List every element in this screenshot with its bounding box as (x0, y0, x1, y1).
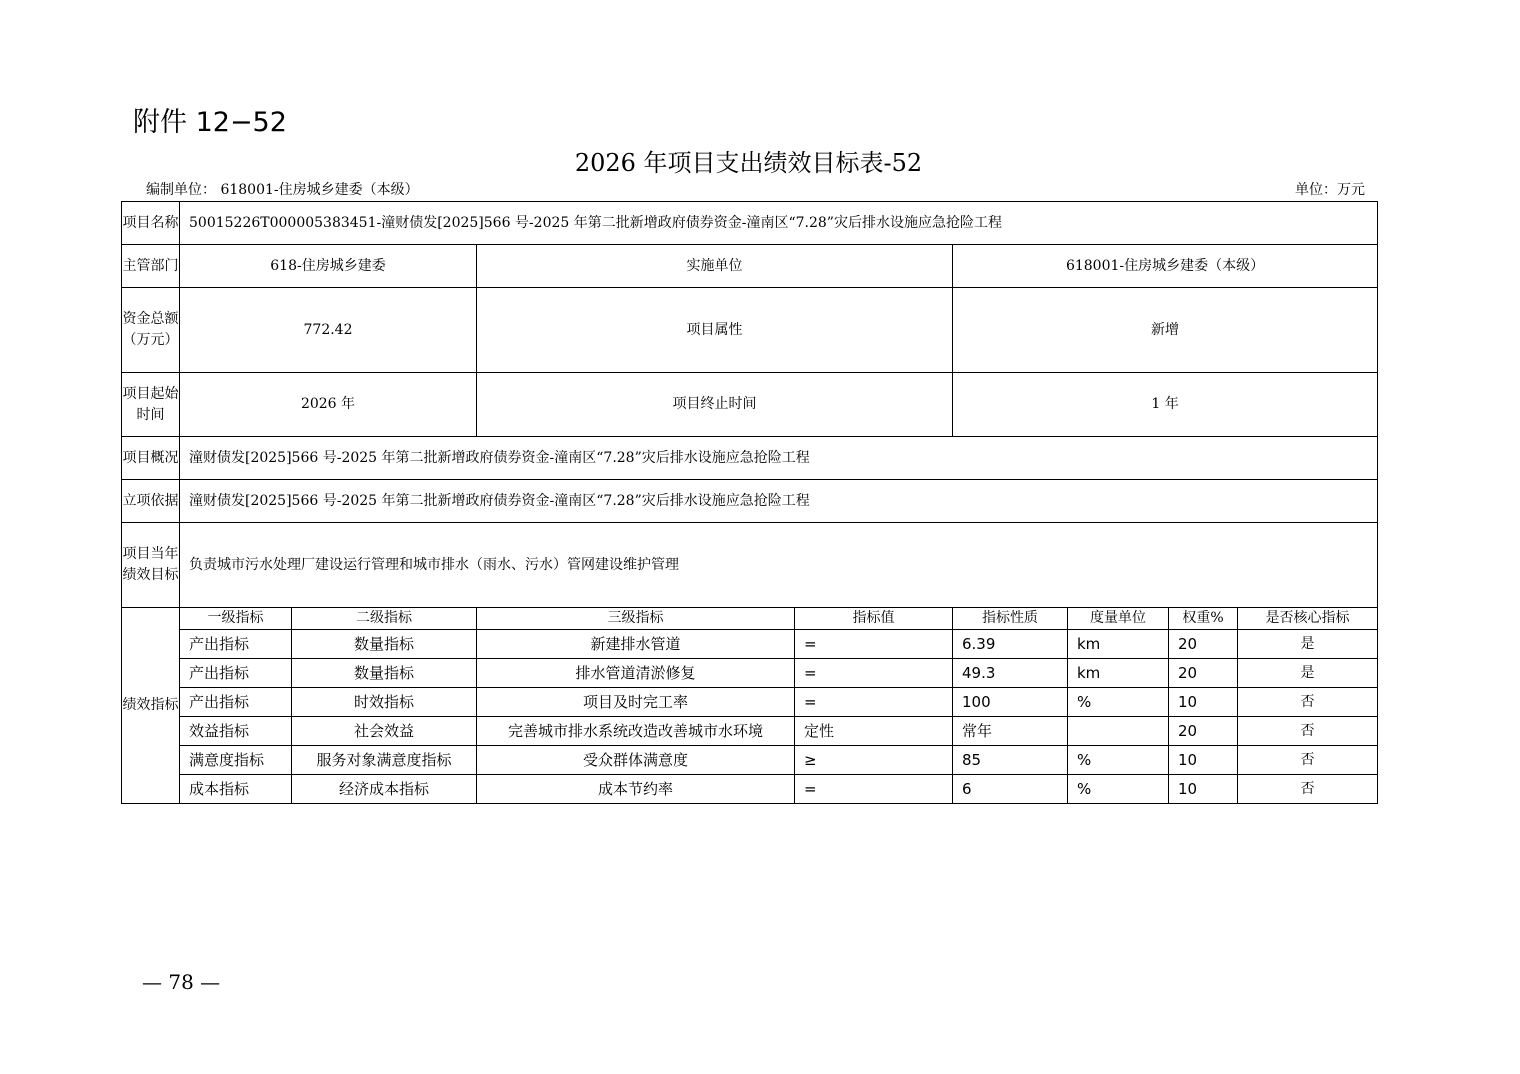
level1-cell: 产出指标 (180, 659, 292, 688)
row-overview (122, 437, 1378, 480)
start-value: 2026 年 (180, 373, 477, 437)
unit-cell (1068, 717, 1169, 746)
indicator-row (122, 688, 1378, 717)
project-name-value: 50015226T000005383451-潼财债发[2025]566 号-2025 年第二批新增政府债券资金-潼南区“7.28”灾后排水设施应急抢险工程 (180, 202, 1378, 245)
level1-cell: 产出指标 (180, 630, 292, 659)
amount-value: 772.42 (180, 288, 477, 373)
impl-label: 实施单位 (477, 245, 953, 288)
core-cell: 否 (1238, 688, 1378, 717)
start-label: 项目起始时间 (122, 373, 180, 437)
goal-label: 项目当年绩效目标 (122, 523, 180, 608)
indicator-header-row (122, 608, 1378, 630)
header-value: 指标值 (795, 608, 953, 630)
impl-value: 618001-住房城乡建委（本级） (953, 245, 1378, 288)
indicator-row (122, 746, 1378, 775)
indicator-row (122, 717, 1378, 746)
unit-cell: km (1068, 630, 1169, 659)
weight-cell: 10 (1169, 688, 1238, 717)
header-weight: 权重% (1169, 608, 1238, 630)
nature-cell: 49.3 (953, 659, 1068, 688)
perf-label: 绩效指标 (122, 608, 180, 804)
overview-value: 潼财债发[2025]566 号-2025 年第二批新增政府债券资金-潼南区“7.28”灾后排水设施应急抢险工程 (180, 437, 1378, 480)
value-cell: = (795, 659, 953, 688)
indicator-row (122, 659, 1378, 688)
value-cell: = (795, 775, 953, 804)
level1-cell: 效益指标 (180, 717, 292, 746)
value-cell: = (795, 688, 953, 717)
weight-cell: 20 (1169, 717, 1238, 746)
level2-cell: 数量指标 (292, 630, 477, 659)
header-nature: 指标性质 (953, 608, 1068, 630)
end-value: 1 年 (953, 373, 1378, 437)
project-name-label: 项目名称 (122, 202, 180, 245)
nature-cell: 6 (953, 775, 1068, 804)
level2-cell: 服务对象满意度指标 (292, 746, 477, 775)
core-cell: 否 (1238, 746, 1378, 775)
end-label: 项目终止时间 (477, 373, 953, 437)
nature-cell: 常年 (953, 717, 1068, 746)
compiler-unit: 编制单位： 618001-住房城乡建委（本级） (146, 182, 419, 198)
unit-cell: % (1068, 746, 1169, 775)
weight-cell: 10 (1169, 746, 1238, 775)
amount-label: 资金总额（万元） (122, 288, 180, 373)
level3-cell: 成本节约率 (477, 775, 795, 804)
goal-value: 负责城市污水处理厂建设运行管理和城市排水（雨水、污水）管网建设维护管理 (180, 523, 1378, 608)
dept-label: 主管部门 (122, 245, 180, 288)
level1-cell: 成本指标 (180, 775, 292, 804)
level2-cell: 经济成本指标 (292, 775, 477, 804)
row-amount (122, 288, 1378, 373)
value-cell: = (795, 630, 953, 659)
indicator-row (122, 630, 1378, 659)
row-department (122, 245, 1378, 288)
nature-cell: 6.39 (953, 630, 1068, 659)
level3-cell: 完善城市排水系统改造改善城市水环境 (477, 717, 795, 746)
performance-table (121, 201, 1378, 804)
level2-cell: 数量指标 (292, 659, 477, 688)
row-basis (122, 480, 1378, 523)
level3-cell: 新建排水管道 (477, 630, 795, 659)
value-cell: 定性 (795, 717, 953, 746)
level3-cell: 排水管道清淤修复 (477, 659, 795, 688)
page-number: — 78 — (142, 970, 221, 994)
header-core: 是否核心指标 (1238, 608, 1378, 630)
row-goal (122, 523, 1378, 608)
core-cell: 是 (1238, 659, 1378, 688)
level1-cell: 满意度指标 (180, 746, 292, 775)
level2-cell: 时效指标 (292, 688, 477, 717)
core-cell: 否 (1238, 717, 1378, 746)
header-level1: 一级指标 (180, 608, 292, 630)
basis-value: 潼财债发[2025]566 号-2025 年第二批新增政府债券资金-潼南区“7.28”灾后排水设施应急抢险工程 (180, 480, 1378, 523)
core-cell: 是 (1238, 630, 1378, 659)
level2-cell: 社会效益 (292, 717, 477, 746)
nature-cell: 100 (953, 688, 1068, 717)
currency-unit: 单位：万元 (1295, 182, 1365, 198)
unit-cell: % (1068, 688, 1169, 717)
level1-cell: 产出指标 (180, 688, 292, 717)
header-level3: 三级指标 (477, 608, 795, 630)
level3-cell: 受众群体满意度 (477, 746, 795, 775)
value-cell: ≥ (795, 746, 953, 775)
core-cell: 否 (1238, 775, 1378, 804)
page-title: 2026 年项目支出绩效目标表-52 (574, 149, 923, 177)
overview-label: 项目概况 (122, 437, 180, 480)
row-project-name (122, 202, 1378, 245)
indicator-row (122, 775, 1378, 804)
weight-cell: 20 (1169, 630, 1238, 659)
attr-value: 新增 (953, 288, 1378, 373)
basis-label: 立项依据 (122, 480, 180, 523)
weight-cell: 10 (1169, 775, 1238, 804)
unit-cell: % (1068, 775, 1169, 804)
header-unit: 度量单位 (1068, 608, 1169, 630)
level3-cell: 项目及时完工率 (477, 688, 795, 717)
unit-cell: km (1068, 659, 1169, 688)
weight-cell: 20 (1169, 659, 1238, 688)
row-period (122, 373, 1378, 437)
nature-cell: 85 (953, 746, 1068, 775)
header-level2: 二级指标 (292, 608, 477, 630)
dept-value: 618-住房城乡建委 (180, 245, 477, 288)
attachment-label: 附件 12−52 (133, 107, 287, 138)
attr-label: 项目属性 (477, 288, 953, 373)
